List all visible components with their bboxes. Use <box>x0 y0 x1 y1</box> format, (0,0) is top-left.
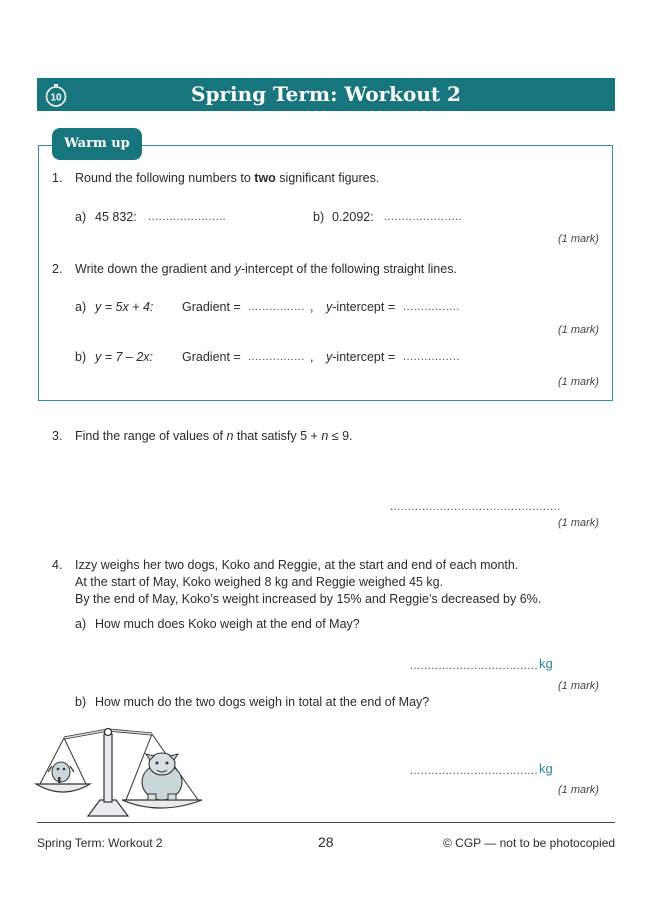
q1b-value: 0.2092: <box>332 210 374 224</box>
q2b-intercept-answer[interactable]: ................ <box>403 351 460 363</box>
q1a-answer-line[interactable]: ...................... <box>148 211 227 223</box>
stopwatch-icon <box>44 83 68 107</box>
page-number: 28 <box>318 834 334 850</box>
q1-mark: (1 mark) <box>558 233 599 245</box>
footer-rule <box>37 822 615 823</box>
q4a-unit: kg <box>539 656 553 671</box>
q1a-value: 45 832: <box>95 210 137 224</box>
q4-line-1: Izzy weighs her two dogs, Koko and Reggie, at the start and end of each month. <box>75 558 519 572</box>
q1-text: Round the following numbers to two significant figures. <box>75 171 380 185</box>
q4b-mark: (1 mark) <box>558 784 599 796</box>
q4a-label: a) <box>75 617 87 631</box>
q1b-answer-line[interactable]: ...................... <box>384 211 463 223</box>
q2a-intercept-answer[interactable]: ................ <box>403 301 460 313</box>
q2b-comma: , <box>310 350 314 364</box>
q3-mark: (1 mark) <box>558 517 599 529</box>
q4b-unit: kg <box>539 761 553 776</box>
q2b-equation: y = 7 – 2x: <box>95 350 154 364</box>
q4a-text: How much does Koko weigh at the end of May? <box>95 617 360 631</box>
q1b-label: b) <box>313 210 325 224</box>
q2a-label: a) <box>75 300 87 314</box>
q2b-label: b) <box>75 350 87 364</box>
timer-minutes: 10 <box>50 92 62 104</box>
q3-text: Find the range of values of n that satisfy 5 + n ≤ 9. <box>75 429 353 443</box>
q4-line-2: At the start of May, Koko weighed 8 kg and Reggie weighed 45 kg. <box>75 575 444 589</box>
q4b-label: b) <box>75 695 87 709</box>
q1-number: 1. <box>52 171 63 185</box>
q2a-intercept-label: y-intercept = <box>326 300 396 314</box>
q2a-equation: y = 5x + 4: <box>95 300 154 314</box>
q3-answer-line[interactable]: ................................................ <box>390 501 561 513</box>
q4b-answer-line[interactable]: .................................... <box>410 765 539 777</box>
q4-line-3: By the end of May, Koko’s weight increased by 15% and Reggie’s decreased by 6%. <box>75 592 542 606</box>
q2b-gradient-label: Gradient = <box>182 350 241 364</box>
title-banner <box>37 78 615 111</box>
q2-text: Write down the gradient and y-intercept of the following straight lines. <box>75 262 457 276</box>
q2a-gradient-answer[interactable]: ................ <box>248 301 305 313</box>
q2b-gradient-answer[interactable]: ................ <box>248 351 305 363</box>
footer-section-title: Spring Term: Workout 2 <box>37 836 163 850</box>
q2a-gradient-label: Gradient = <box>182 300 241 314</box>
page-title: Spring Term: Workout 2 <box>191 82 461 106</box>
q4b-text: How much do the two dogs weigh in total at the end of May? <box>95 695 430 709</box>
q1a-label: a) <box>75 210 87 224</box>
q2b-mark: (1 mark) <box>558 376 599 388</box>
q2a-mark: (1 mark) <box>558 324 599 336</box>
q4-number: 4. <box>52 558 63 572</box>
q4a-answer-line[interactable]: .................................... <box>410 660 539 672</box>
q4a-mark: (1 mark) <box>558 680 599 692</box>
warmup-tab: Warm up <box>52 128 142 160</box>
q2a-comma: , <box>310 300 314 314</box>
q2-number: 2. <box>52 262 63 276</box>
weighing-scales-illustration <box>28 720 208 820</box>
q2b-intercept-label: y-intercept = <box>326 350 396 364</box>
q3-number: 3. <box>52 429 63 443</box>
footer-copyright: © CGP — not to be photocopied <box>443 836 616 850</box>
